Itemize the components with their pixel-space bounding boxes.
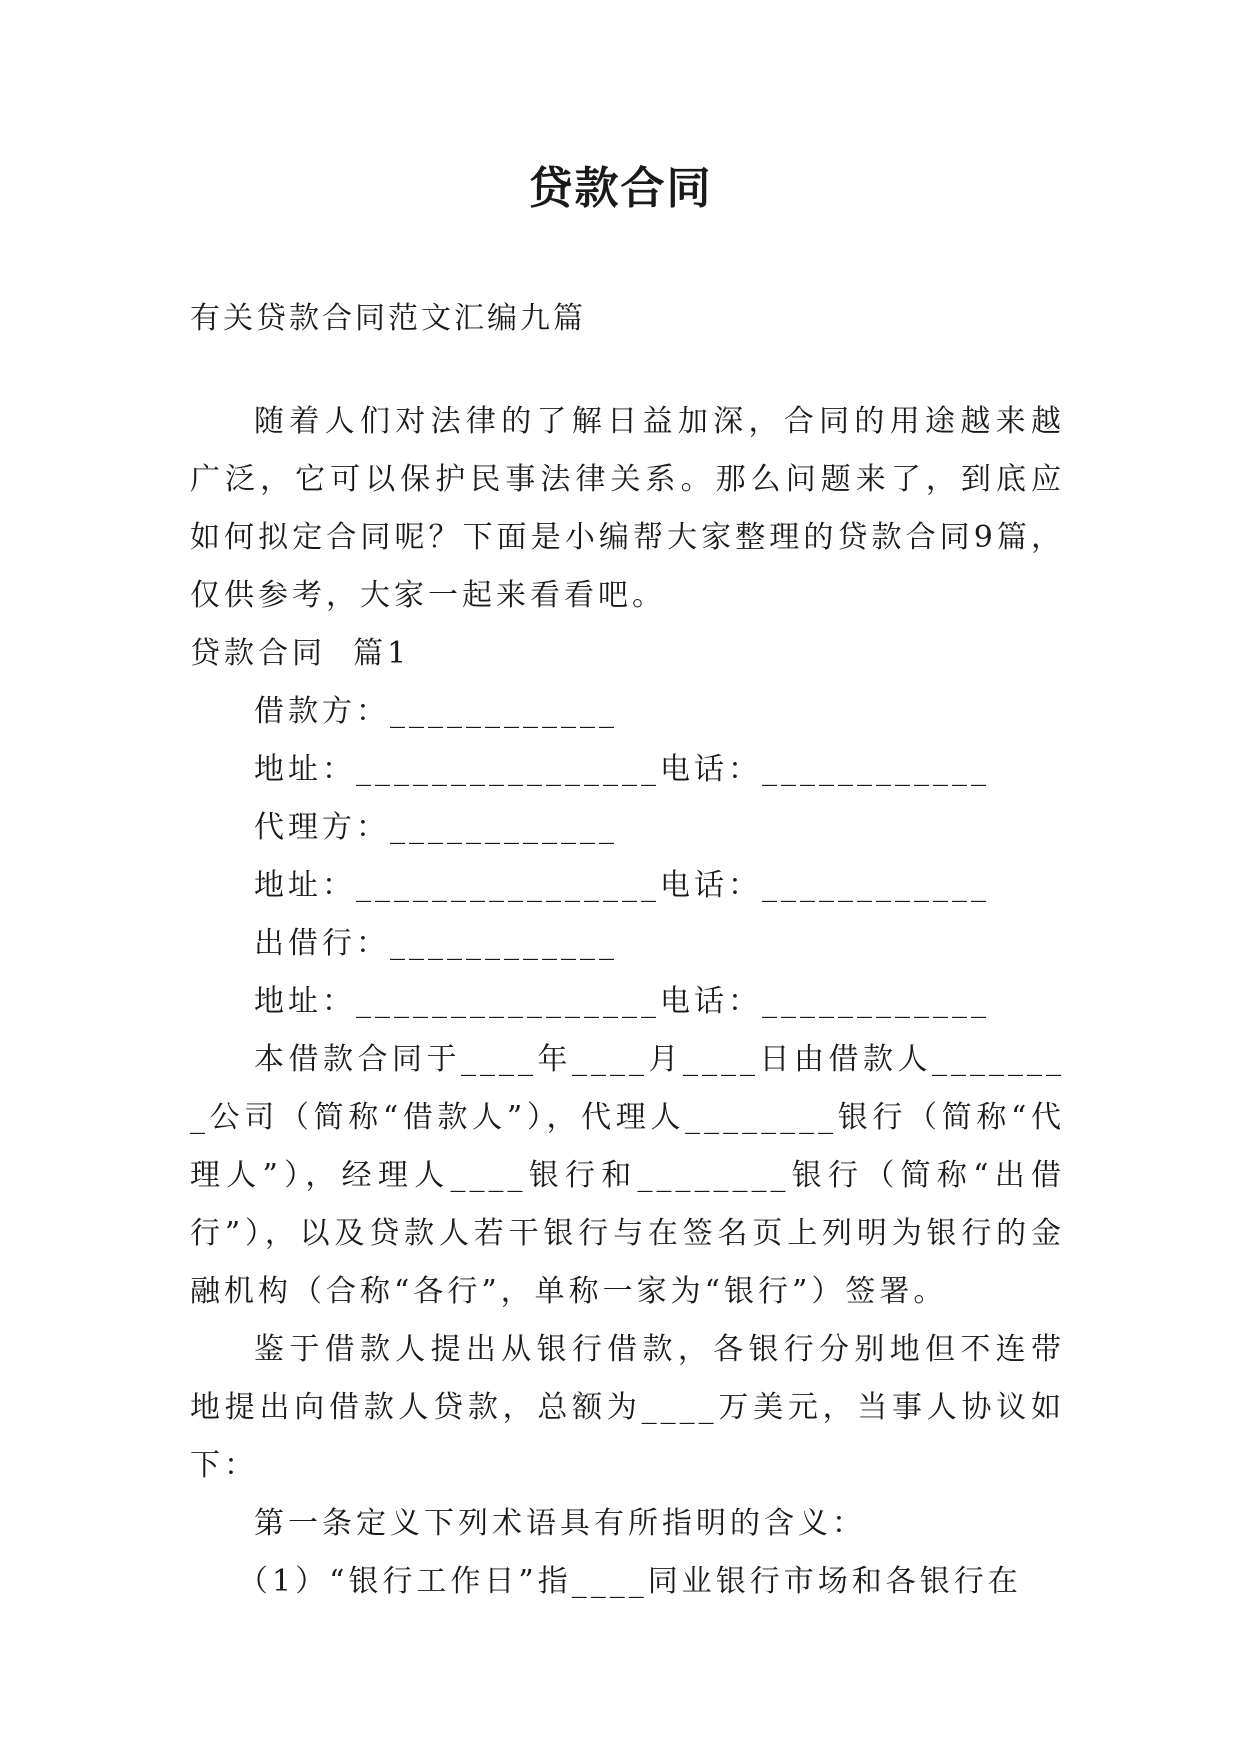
borrower-line: 借款方：____________ <box>254 694 618 729</box>
section-heading: 贷款合同 篇1 <box>190 636 411 671</box>
document-title: 贷款合同 <box>528 163 713 214</box>
agent-address-line: 地址：________________电话：____________ <box>254 868 990 903</box>
lender-address-line: 地址：________________电话：____________ <box>254 984 990 1019</box>
clause-paragraph: （1）“银行工作日”指____同业银行市场和各银行在 <box>238 1564 1022 1599</box>
borrower-address-line: 地址：________________电话：____________ <box>254 752 990 787</box>
document-body <box>190 290 1065 1611</box>
article-heading: 第一条定义下列术语具有所指明的含义： <box>254 1506 866 1541</box>
recital-paragraph: 鉴于借款人提出从银行借款，各银行分别地但不连带地提出向借款人贷款，总额为____万美元，当事人协议如下： <box>190 1332 1065 1483</box>
agent-line: 代理方：____________ <box>254 810 618 845</box>
contract-paragraph: 本借款合同于____年____月____日由借款人________公司（简称“借款人”），代理人________银行（简称“代理人”），经理人____银行和________银行（简称“出借行”），以及贷款人若干银行与在签名页上列明为银行的金融机构（合称“各行”，单称一家为“银行”）签署。 <box>190 1042 1065 1309</box>
lender-line: 出借行：____________ <box>254 926 618 961</box>
intro-paragraph: 随着人们对法律的了解日益加深，合同的用途越来越广泛，它可以保护民事法律关系。那么问题来了，到底应如何拟定合同呢？下面是小编帮大家整理的贷款合同9篇，仅供参考，大家一起来看看吧。 <box>190 404 1065 613</box>
document-subtitle: 有关贷款合同范文汇编九篇 <box>190 301 586 336</box>
